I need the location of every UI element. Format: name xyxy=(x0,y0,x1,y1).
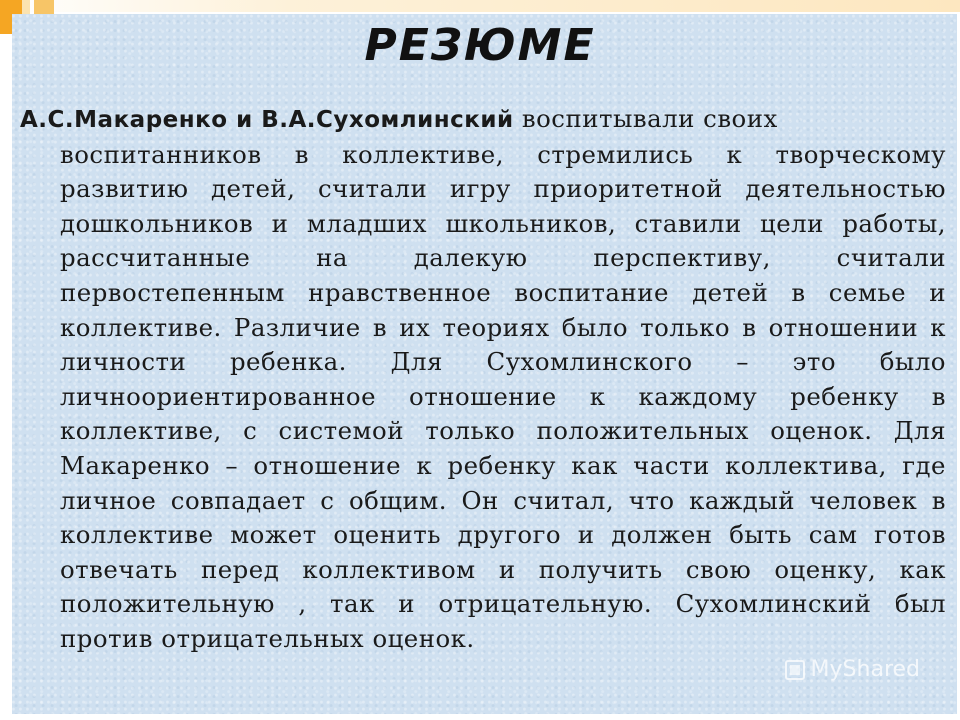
body-first-line: воспитывали своих xyxy=(513,104,778,133)
slide-body-text xyxy=(20,102,946,657)
lead-names: А.С.Макаренко и В.А.Сухомлинский xyxy=(20,107,514,133)
watermark-text: MyShared xyxy=(810,657,920,682)
watermark xyxy=(785,657,920,682)
body-paragraph: воспитанников в коллективе, стремились к творческому развитию детей, считали игру приоритетной деятельностью дошкольников и младших школьников, ставили цели работы, рассчитанные на далекую перспективу, считали первостепенным нравственное воспитание детей в семье и коллективе. Различие в их теориях было только в отношении к личности ребенка. Для Сухомлинского – это было личноориентированное отношение к каждому ребенку в коллективе, с системой только положительных оценок. Для Макаренко – отношение к ребенку как части коллектива, где личное совпадает с общим. Он считал, что каждый человек в коллективе может оценить другого и должен быть сам готов отвечать перед коллективом и получить свою оценку, как положительную , так и отрицательную. Сухомлинский был против отрицательных оценок. xyxy=(60,139,946,653)
watermark-logo-icon xyxy=(785,660,805,680)
corner-accent-block-small xyxy=(34,0,54,14)
top-decorative-band xyxy=(0,0,960,12)
slide-title: РЕЗЮМЕ xyxy=(364,20,596,71)
